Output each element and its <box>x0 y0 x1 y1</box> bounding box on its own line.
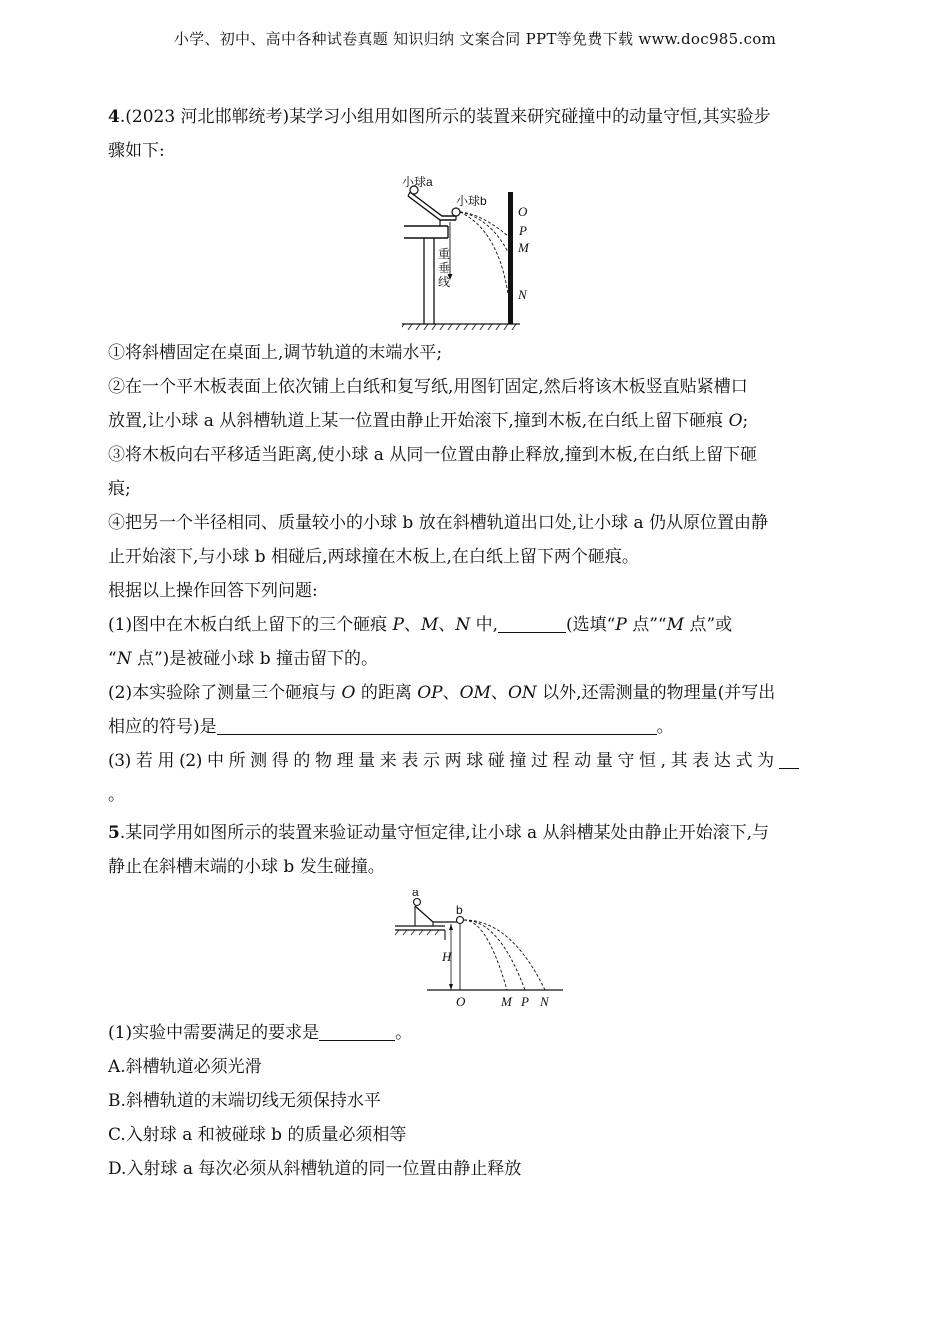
q4-p1b-post: 点”)是被碰小球 b 撞击留下的。 <box>131 649 378 669</box>
q4-p1-pre: (1)图中在木板白纸上留下的三个砸痕 <box>108 615 393 635</box>
q4-step2b-O: O <box>728 411 743 431</box>
q4-p1b-N: N <box>116 649 132 669</box>
q5-label-P: P <box>521 994 529 1009</box>
q5-intro-line1 <box>108 816 846 850</box>
q4-step3-line2: 痕; <box>108 479 131 499</box>
q5-part1-answer-blank[interactable] <box>319 1022 395 1041</box>
q4-p3-text: (3) 若 用 (2) 中 所 测 得 的 物 理 量 来 表 示 两 球 碰 撞 过 程 动 量 守 恒 , 其 表 达 式 为 <box>108 751 779 771</box>
q4-p2b-post: 。 <box>656 717 674 737</box>
q5-option-a: A.斜槽轨道必须光滑 <box>108 1057 262 1077</box>
q5-label-O: O <box>456 994 466 1009</box>
q4-step1: ①将斜槽固定在桌面上,调节轨道的末端水平; <box>108 343 443 363</box>
q5-option-c: C.入射球 a 和被碰球 b 的质量必须相等 <box>108 1125 407 1145</box>
q5-option-b: B.斜槽轨道的末端切线无须保持水平 <box>108 1091 381 1111</box>
q4-p2-pre: (2)本实验除了测量三个砸痕与 <box>108 683 342 703</box>
q5-label-a: a <box>412 890 419 899</box>
q4-number: 4 <box>108 107 120 127</box>
q4-p1-opt2: M <box>666 615 685 635</box>
q4-p2-OM: OM <box>459 683 491 703</box>
q4-label-P: P <box>519 223 527 238</box>
q4-label-N: N <box>518 287 527 302</box>
q4-p1-opt1s: 点”“ <box>626 615 667 635</box>
q5-intro1: .某同学用如图所示的装置来验证动量守恒定律,让小球 a 从斜槽某处由静止开始滚下,与 <box>119 823 769 843</box>
q4-p1-sep1: 、 <box>403 615 421 635</box>
q4-step4-line1: ④把另一个半径相同、质量较小的小球 b 放在斜槽轨道出口处,让小球 a 仍从原位置由静 <box>108 513 769 533</box>
q4-part2-line2 <box>108 710 846 744</box>
q4-p1-P: P <box>392 615 404 635</box>
q4-intro-line2: 骤如下: <box>108 141 165 161</box>
q4-figure <box>402 174 552 330</box>
q4-label-ball-a: 小球a <box>402 175 433 189</box>
q4-source: .(2023 河北邯郸统考) <box>119 107 290 127</box>
q4-p2-O: O <box>341 683 356 703</box>
q4-intro1: 某学习小组用如图所示的装置来研究碰撞中的动量守恒,其实验步 <box>289 107 771 127</box>
q4-p1b-pre: “ <box>108 649 117 669</box>
q5-label-M: M <box>501 994 512 1009</box>
q4-step4-line2: 止开始滚下,与小球 b 相碰后,两球撞在木板上,在白纸上留下两个砸痕。 <box>108 547 639 567</box>
q5-label-H: H <box>442 949 452 964</box>
q4-p2-s2: 、 <box>490 683 508 703</box>
q4-part3-line1 <box>108 744 846 778</box>
q4-p1-M: M <box>420 615 439 635</box>
q5-option-d: D.入射球 a 每次必须从斜槽轨道的同一位置由静止释放 <box>108 1159 522 1179</box>
q5-number: 5 <box>108 823 120 843</box>
document-body <box>108 100 846 1186</box>
q4-p2-s1: 、 <box>442 683 460 703</box>
q4-label-O: O <box>518 204 528 219</box>
q4-step2b-end: ; <box>742 411 749 431</box>
q4-part3-line2: 。 <box>108 785 125 805</box>
q4-p1-mid: 中, <box>470 615 499 635</box>
q4-p1-sep2: 、 <box>438 615 456 635</box>
q4-label-plumb-2: 垂 <box>438 261 451 275</box>
q4-intro-line1 <box>108 100 846 134</box>
q4-p2-post: 以外,还需测量的物理量(并写出 <box>536 683 776 703</box>
q4-part2-line1 <box>108 676 846 710</box>
q4-p1-post: (选填“ <box>566 615 616 635</box>
q4-part1-line1 <box>108 608 846 642</box>
q5-p1-post: 。 <box>395 1023 413 1043</box>
q4-label-ball-b: 小球b <box>456 194 487 208</box>
q4-part1-line2 <box>108 642 846 676</box>
q4-p1-opt2s: 点”或 <box>684 615 733 635</box>
q5-label-N: N <box>540 994 549 1009</box>
q5-p1-pre: (1)实验中需要满足的要求是 <box>108 1023 320 1043</box>
q4-p2-mid: 的距离 <box>355 683 418 703</box>
q4-p1-N: N <box>455 615 471 635</box>
q4-step3-line1: ③将木板向右平移适当距离,使小球 a 从同一位置由静止释放,撞到木板,在白纸上留下砸 <box>108 445 758 465</box>
q5-part1 <box>108 1016 846 1050</box>
q5-figure <box>387 890 567 1010</box>
q5-intro-line2: 静止在斜槽末端的小球 b 发生碰撞。 <box>108 857 385 877</box>
q4-part1-answer-blank[interactable] <box>498 614 566 633</box>
q4-label-plumb-3: 线 <box>438 275 451 289</box>
q4-step2-line1: ②在一个平木板表面上依次铺上白纸和复写纸,用图钉固定,然后将该木板竖直贴紧槽口 <box>108 377 748 397</box>
q4-step2-line2 <box>108 404 846 438</box>
q4-apparatus-diagram <box>402 174 552 330</box>
q4-label-M: M <box>518 240 529 255</box>
q5-label-b: b <box>456 903 463 917</box>
q4-p1-opt1: P <box>615 615 627 635</box>
q4-p2-OP: OP <box>417 683 443 703</box>
q4-step2b-text: 放置,让小球 a 从斜槽轨道上某一位置由静止开始滚下,撞到木板,在白纸上留下砸痕 <box>108 411 729 431</box>
q4-part3-answer-blank[interactable] <box>779 750 799 769</box>
page-header: 小学、初中、高中各种试卷真题 知识归纳 文案合同 PPT等免费下载 www.doc985.com <box>173 30 777 48</box>
q4-part2-answer-blank[interactable] <box>217 716 657 735</box>
q4-label-plumb-1: 重 <box>438 247 451 261</box>
q4-p2-ON: ON <box>507 683 537 703</box>
q4-lead: 根据以上操作回答下列问题: <box>108 581 318 601</box>
q5-apparatus-diagram <box>387 890 567 1010</box>
q4-p2b-pre: 相应的符号)是 <box>108 717 217 737</box>
